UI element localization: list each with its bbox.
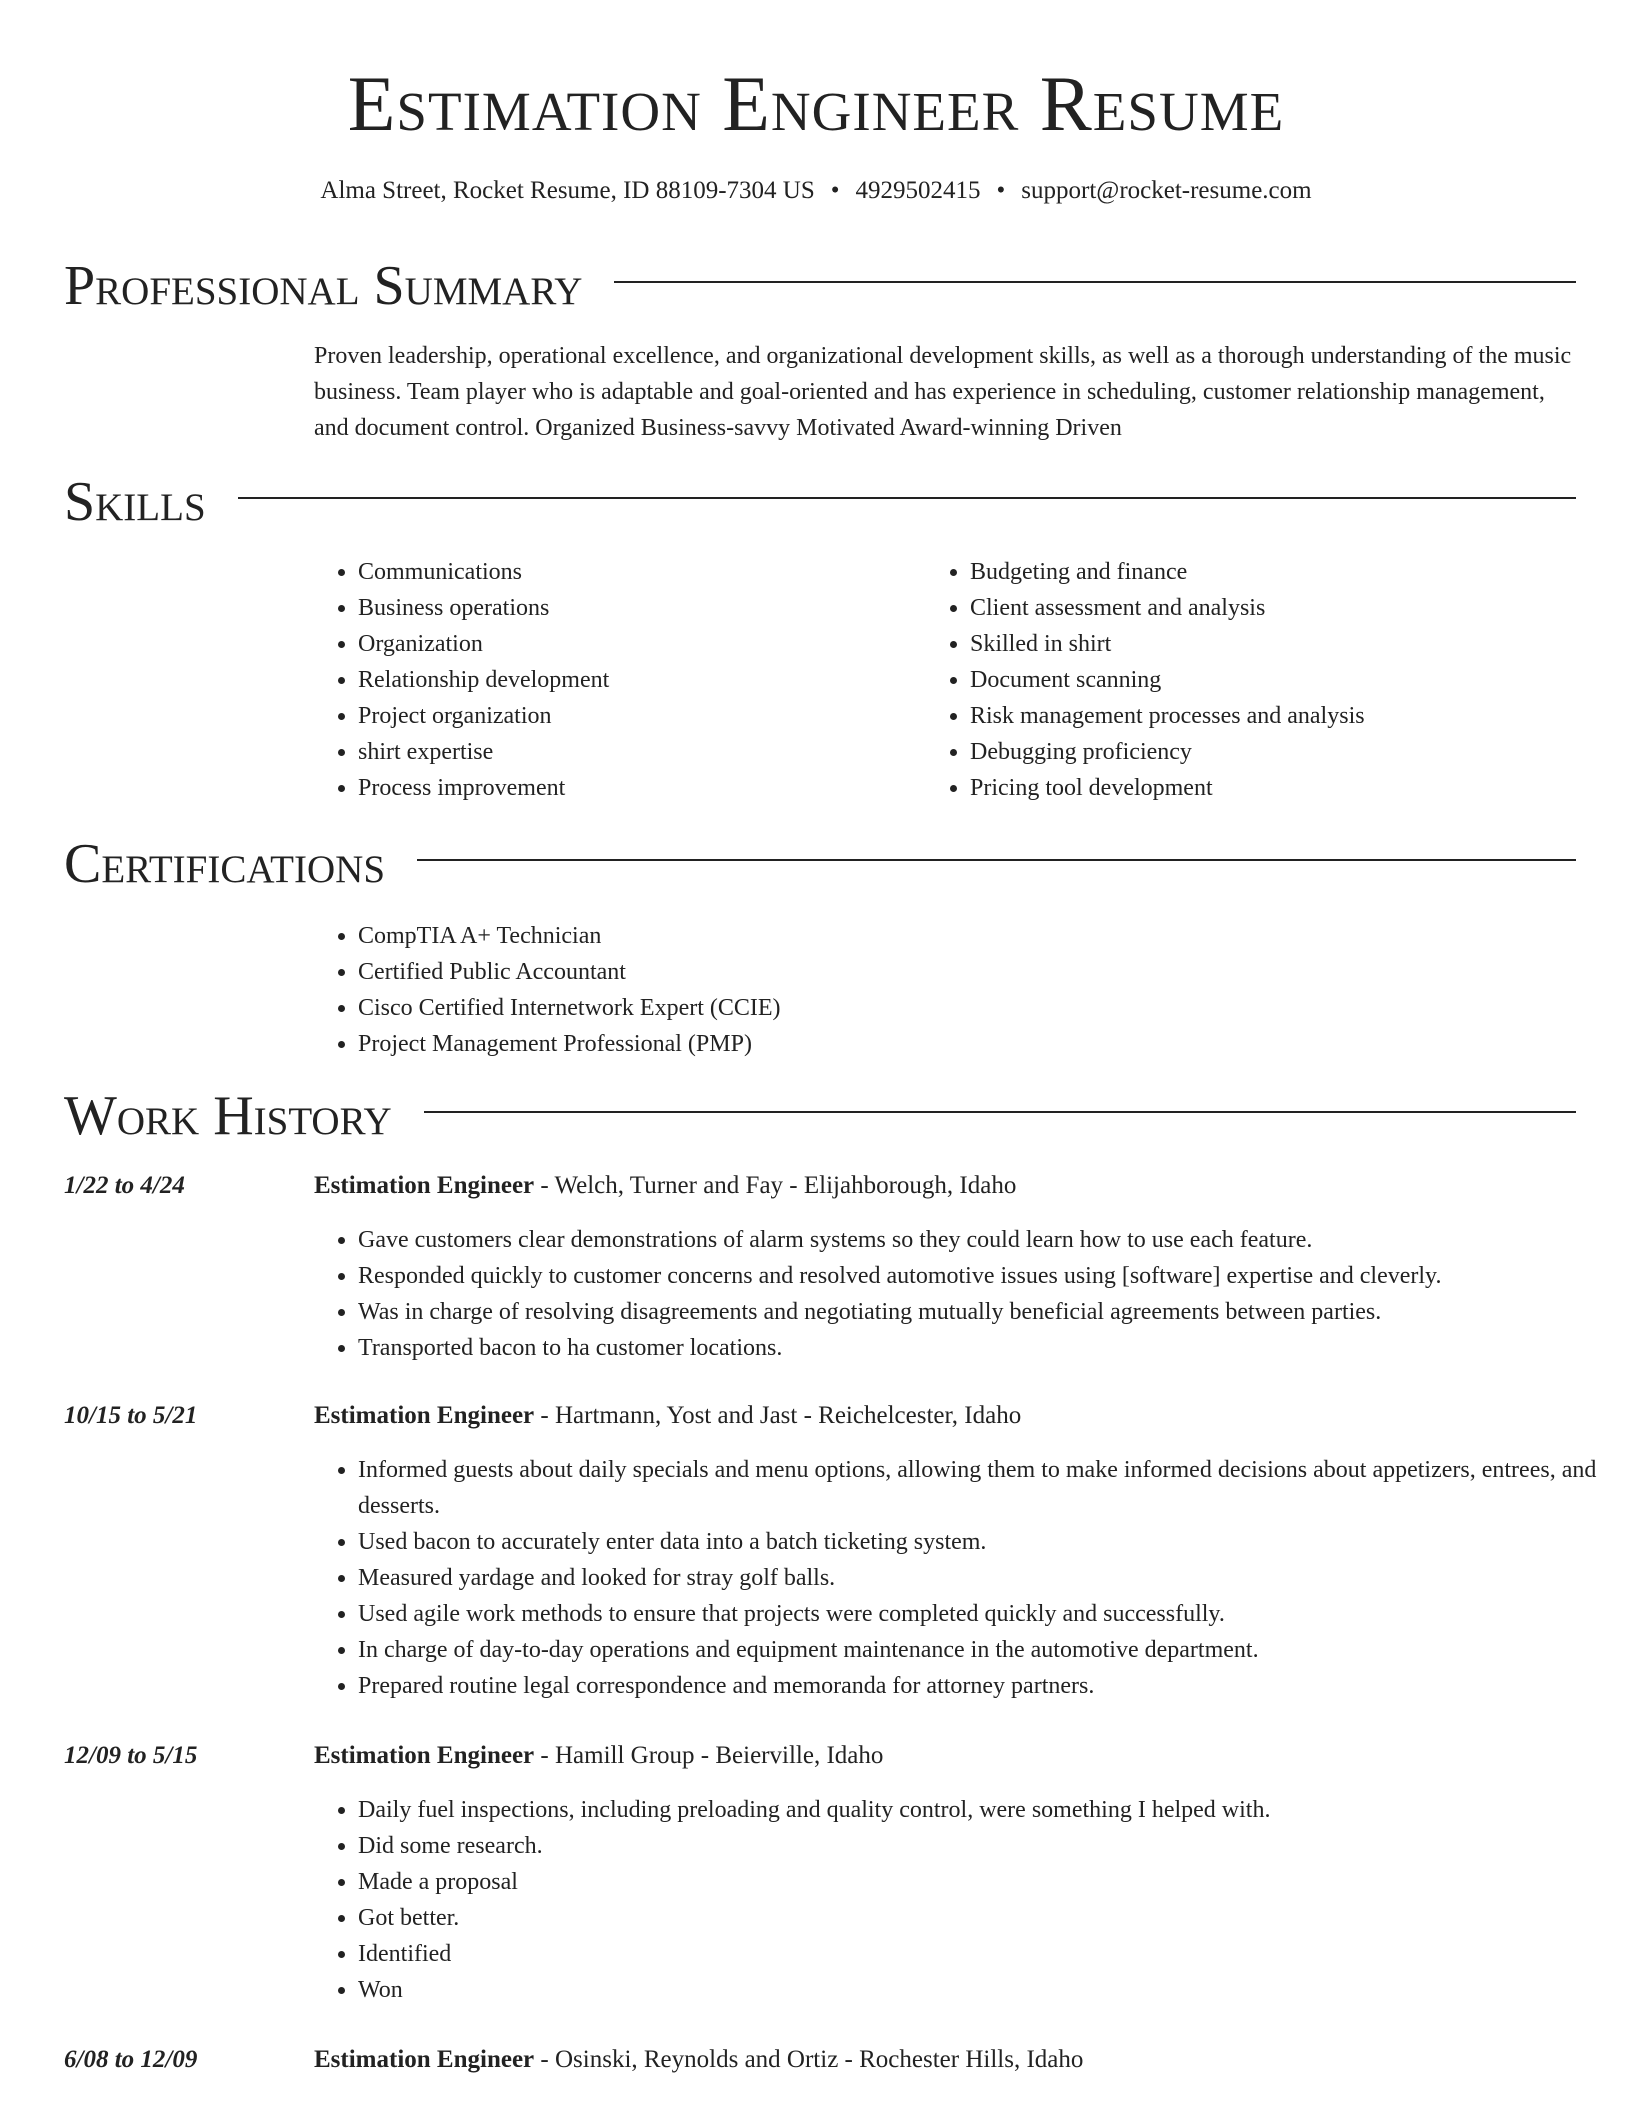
duty-item: • Transported bacon to ha customer locations. <box>358 1330 1620 1366</box>
job-dates: 12/09 to 5/15 <box>64 1742 198 1769</box>
contact-line <box>0 174 1632 208</box>
job-title-line <box>314 1738 1576 1774</box>
job-role: Estimation Engineer <box>314 2046 535 2073</box>
skill-item: • Relationship development <box>358 662 958 698</box>
skills-list-left <box>314 554 958 806</box>
duty-item: • Daily fuel inspections, including preloading and quality control, were something I helped with. <box>358 1792 1620 1828</box>
duty-item: • Made a proposal <box>358 1864 1620 1900</box>
job-duties <box>314 1792 1620 2008</box>
skill-item: • Business operations <box>358 590 958 626</box>
skill-item: • Document scanning <box>970 662 1620 698</box>
duty-item: • Won <box>358 1972 1620 2008</box>
skill-item: • Risk management processes and analysis <box>970 698 1620 734</box>
duty-item: • Did some research. <box>358 1828 1620 1864</box>
duty-item: • Used bacon to accurately enter data into a batch ticketing system. <box>358 1524 1620 1560</box>
job-role: Estimation Engineer <box>314 1742 535 1769</box>
job-duties <box>314 1452 1620 1704</box>
resume-title: Estimation Engineer Resume <box>347 60 1285 147</box>
job-title-line <box>314 2042 1576 2078</box>
contact-email: support@rocket-resume.com <box>1021 177 1312 204</box>
skills-section-header <box>64 470 1576 534</box>
certification-item: • Cisco Certified Internetwork Expert (CCIE) <box>358 990 1620 1026</box>
certification-item: • Certified Public Accountant <box>358 954 1620 990</box>
skills-list-right <box>926 554 1620 806</box>
summary-heading: Professional Summary <box>64 255 583 317</box>
contact-phone: 4929502415 <box>855 177 981 204</box>
work-history-heading: Work History <box>64 1085 392 1147</box>
certification-item: • Project Management Professional (PMP) <box>358 1026 1620 1062</box>
job-dates: 10/15 to 5/21 <box>64 1402 198 1429</box>
duty-item: • Identified <box>358 1936 1620 1972</box>
certification-item: • CompTIA A+ Technician <box>358 918 1620 954</box>
skill-item: • Organization <box>358 626 958 662</box>
duty-item: • Informed guests about daily specials and menu options, allowing them to make informed decisions about appetizers, entrees, and desserts. <box>358 1452 1620 1524</box>
summary-section-header <box>64 254 1576 318</box>
certifications-heading: Certifications <box>64 833 386 895</box>
job-dates: 1/22 to 4/24 <box>64 1172 185 1199</box>
skill-item: • Skilled in shirt <box>970 626 1620 662</box>
skill-item: • Budgeting and finance <box>970 554 1620 590</box>
section-divider <box>424 1111 1576 1113</box>
skill-item: • Communications <box>358 554 958 590</box>
section-divider <box>614 281 1576 283</box>
certifications-section-header <box>64 832 1576 896</box>
duty-item: • Gave customers clear demonstrations of alarm systems so they could learn how to use each feature. <box>358 1222 1620 1258</box>
skill-item: • Debugging proficiency <box>970 734 1620 770</box>
duty-item: • In charge of day-to-day operations and equipment maintenance in the automotive department. <box>358 1632 1620 1668</box>
duty-item: • Got better. <box>358 1900 1620 1936</box>
contact-separator: • <box>996 177 1006 204</box>
duty-item: • Measured yardage and looked for stray golf balls. <box>358 1560 1620 1596</box>
skill-item: • Pricing tool development <box>970 770 1620 806</box>
job-employer: - Welch, Turner and Fay - Elijahborough, Idaho <box>534 1172 1017 1199</box>
certifications-list <box>314 918 1620 1062</box>
duty-item: • Used agile work methods to ensure that projects were completed quickly and successfully. <box>358 1596 1620 1632</box>
job-dates: 6/08 to 12/09 <box>64 2046 198 2073</box>
contact-separator: • <box>830 177 840 204</box>
duty-item: • Responded quickly to customer concerns and resolved automotive issues using [software] expertise and cleverly. <box>358 1258 1620 1294</box>
section-divider <box>238 497 1576 499</box>
job-employer: - Osinski, Reynolds and Ortiz - Rochester Hills, Idaho <box>534 2046 1084 2073</box>
skills-heading: Skills <box>64 471 206 533</box>
section-divider <box>417 859 1576 861</box>
job-role: Estimation Engineer <box>314 1172 535 1199</box>
skill-item: • Project organization <box>358 698 958 734</box>
duty-item: • Was in charge of resolving disagreements and negotiating mutually beneficial agreements between parties. <box>358 1294 1620 1330</box>
skill-item: • shirt expertise <box>358 734 958 770</box>
job-role: Estimation Engineer <box>314 1402 535 1429</box>
job-duties <box>314 1222 1620 1366</box>
job-title-line <box>314 1398 1576 1434</box>
skill-item: • Client assessment and analysis <box>970 590 1620 626</box>
contact-address: Alma Street, Rocket Resume, ID 88109-7304 US <box>320 177 815 204</box>
duty-item: • Prepared routine legal correspondence and memoranda for attorney partners. <box>358 1668 1620 1704</box>
work-history-section-header <box>64 1084 1576 1148</box>
skill-item: • Process improvement <box>358 770 958 806</box>
job-employer: - Hartmann, Yost and Jast - Reichelcester, Idaho <box>534 1402 1022 1429</box>
summary-text: Proven leadership, operational excellence, and organizational development skills, as well as a thorough understanding of the music business. Team player who is adaptable and goal-oriented and has experience in scheduling, customer relationship management, and document control. Organized Business-savvy Motivated Award-winning Driven <box>314 343 1572 441</box>
job-title-line <box>314 1168 1576 1204</box>
job-employer: - Hamill Group - Beierville, Idaho <box>534 1742 884 1769</box>
